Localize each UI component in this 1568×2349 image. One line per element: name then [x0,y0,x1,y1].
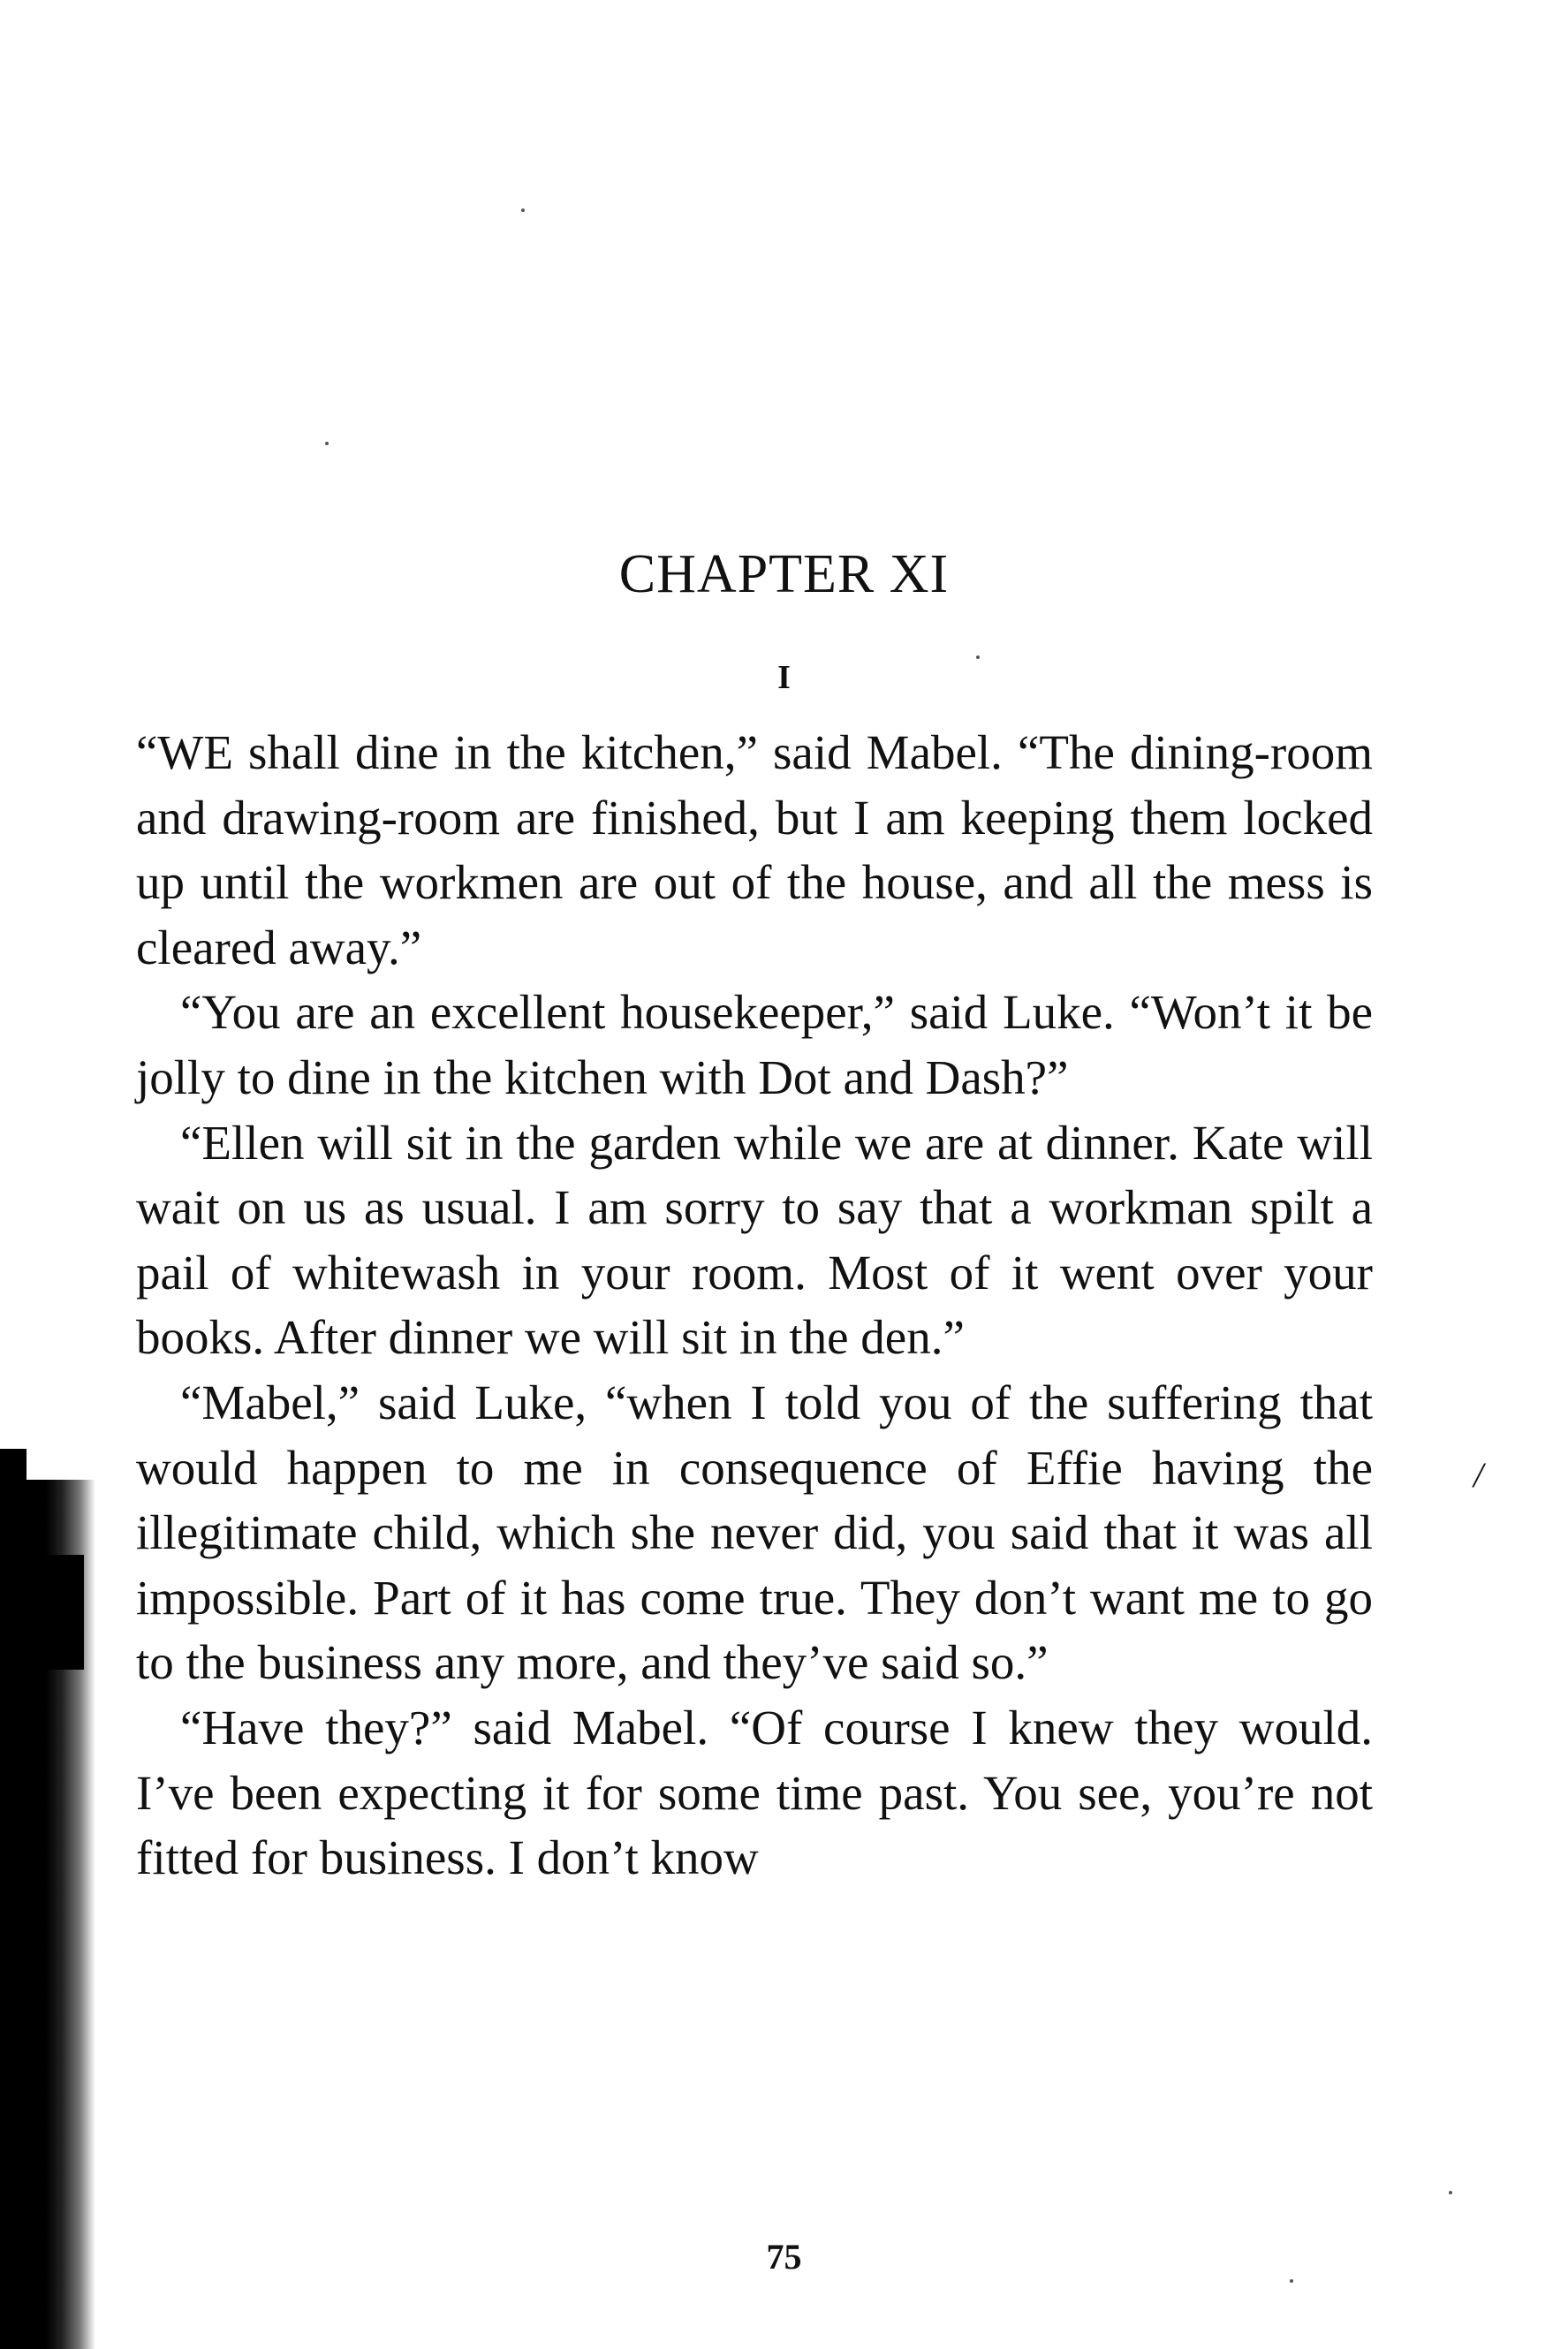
paragraph-2: “You are an excellent housekeeper,” said Luke. “Won’t it be jolly to dine in the kitchen with Dot and Dash?” [136,985,1373,1104]
body-text [136,720,1373,1891]
paragraph-3: “Ellen will sit in the garden while we are at dinner. Kate will wait on us as usual. I am sorry to say that a workman spilt a pail of whitewash in your room. Most of it went over your books. After dinner we will sit in the den.” [136,1115,1373,1365]
binding-shadow-notch [0,1555,84,1670]
margin-mark: / [1473,1455,1484,1495]
paper-speck [1290,2279,1293,2283]
paragraph-4: “Mabel,” said Luke, “when I told you of the suffering that would happen to me in consequence of Effie having the illegitimate child, which she never did, you said that it was all impossible. Part of it has come true. They don’t want me to go to the business any more, and they’ve said so.” [136,1375,1373,1690]
section-number: I [777,659,791,696]
paper-speck [521,208,525,212]
chapter-heading: CHAPTER XI [618,544,950,604]
paper-speck [325,442,329,445]
paper-speck [1449,2191,1452,2194]
page-number: 75 [766,2237,802,2277]
paragraph-1: “WE shall dine in the kitchen,” said Mabel. “The dining-room and drawing-room are finished, but I am keeping them locked up until the workmen are out of the house, and all the mess is cleared away.” [136,725,1373,974]
paragraph-5: “Have they?” said Mabel. “Of course I knew they would. I’ve been expecting it for some time past. You see, you’re not fitted for business. I don’t know [136,1700,1373,1885]
